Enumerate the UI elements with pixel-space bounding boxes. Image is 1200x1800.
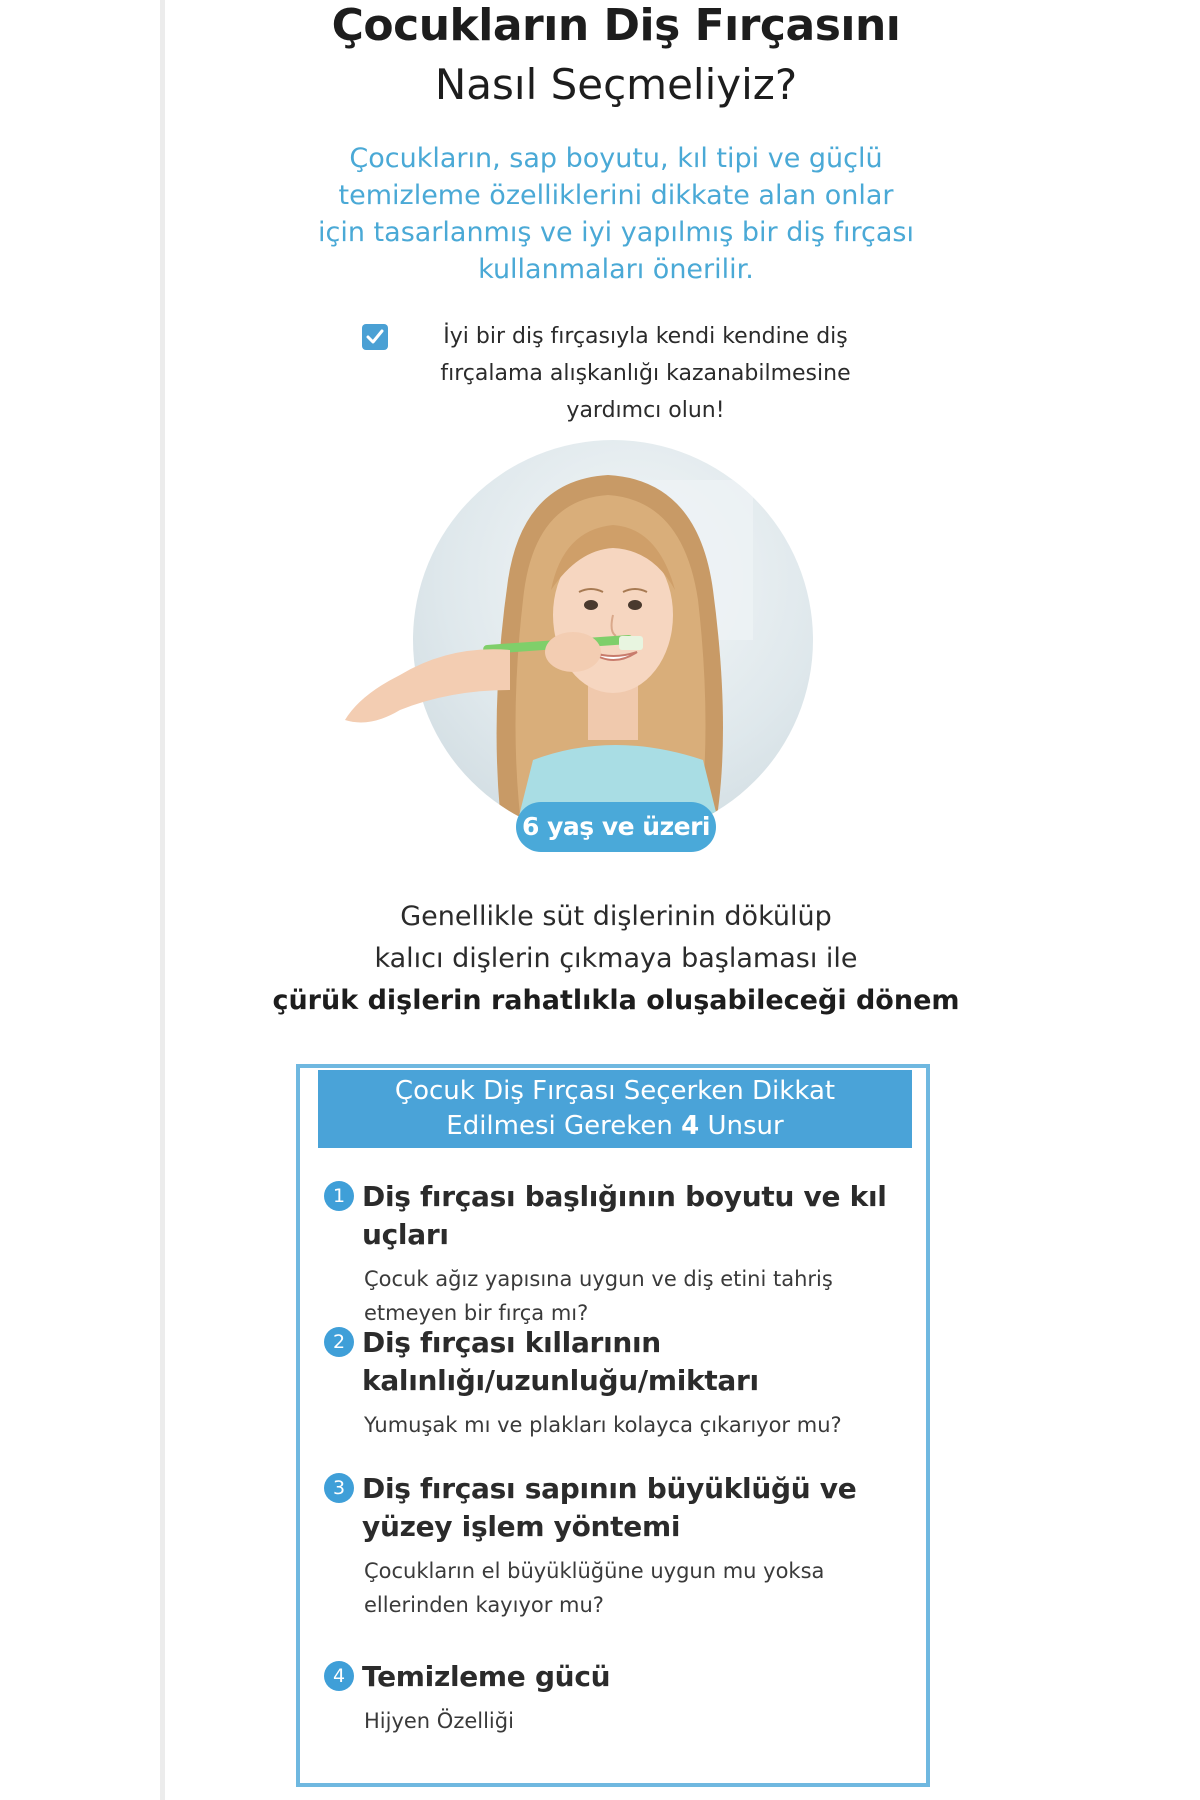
period-line-2: kalıcı dişlerin çıkmaya başlaması ile xyxy=(374,943,858,974)
criteria-header-line-2 xyxy=(318,1109,912,1144)
period-line-3: çürük dişlerin rahatlıkla oluşabileceği dönem xyxy=(272,985,960,1016)
criteria-item-title: Diş fırçası kıllarının kalınlığı/uzunluğu/miktarı xyxy=(362,1326,759,1397)
criteria-header-text: Edilmesi Gereken xyxy=(446,1111,673,1141)
criteria-item-title: Temizleme gücü xyxy=(362,1660,611,1693)
page-title: Çocukların Diş Fırçasını xyxy=(331,0,901,51)
criteria-header xyxy=(318,1070,912,1148)
criteria-item xyxy=(324,1658,924,1738)
intro-text: Çocukların, sap boyutu, kıl tipi ve güçlü temizleme özelliklerini dikkate alan onlar için tasarlanmış ve iyi yapılmış bir diş fırçası kullanmaları önerilir. xyxy=(318,143,914,285)
age-badge: 6 yaş ve üzeri xyxy=(516,802,716,852)
criteria-item xyxy=(324,1470,924,1622)
criteria-item xyxy=(324,1324,924,1442)
criteria-item-desc: Hijyen Özelliği xyxy=(364,1709,514,1733)
criteria-item-desc: Yumuşak mı ve plakları kolayca çıkarıyor mu? xyxy=(364,1413,842,1437)
number-4-icon: 4 xyxy=(324,1661,354,1691)
tip-text: İyi bir diş fırçasıyla kendi kendine diş fırçalama alışkanlığı kazanabilmesine yardımcı olun! xyxy=(440,324,851,423)
criteria-item-title: Diş fırçası sapının büyüklüğü ve yüzey işlem yöntemi xyxy=(362,1472,857,1543)
criteria-box xyxy=(296,1064,930,1787)
number-2-icon: 2 xyxy=(324,1327,354,1357)
number-3-icon: 3 xyxy=(324,1473,354,1503)
period-line-1: Genellikle süt dişlerinin dökülüp xyxy=(400,901,832,932)
child-arm-illustration xyxy=(340,620,510,730)
criteria-item xyxy=(324,1178,924,1330)
tip-row xyxy=(352,318,892,429)
period-description xyxy=(0,896,1200,1022)
criteria-header-suffix: Unsur xyxy=(707,1111,784,1141)
criteria-count: 4 xyxy=(681,1111,700,1141)
criteria-item-desc: Çocuk ağız yapısına uygun ve diş etini tahriş etmeyen bir fırça mı? xyxy=(364,1267,833,1325)
criteria-item-title: Diş fırçası başlığının boyutu ve kıl uçları xyxy=(362,1180,887,1251)
criteria-item-desc: Çocukların el büyüklüğüne uygun mu yoksa ellerinden kayıyor mu? xyxy=(364,1559,825,1617)
checkbox-checked-icon xyxy=(362,324,388,350)
criteria-header-line-1: Çocuk Diş Fırçası Seçerken Dikkat xyxy=(394,1076,836,1106)
page-subtitle: Nasıl Seçmeliyiz? xyxy=(434,60,798,109)
number-1-icon: 1 xyxy=(324,1181,354,1211)
